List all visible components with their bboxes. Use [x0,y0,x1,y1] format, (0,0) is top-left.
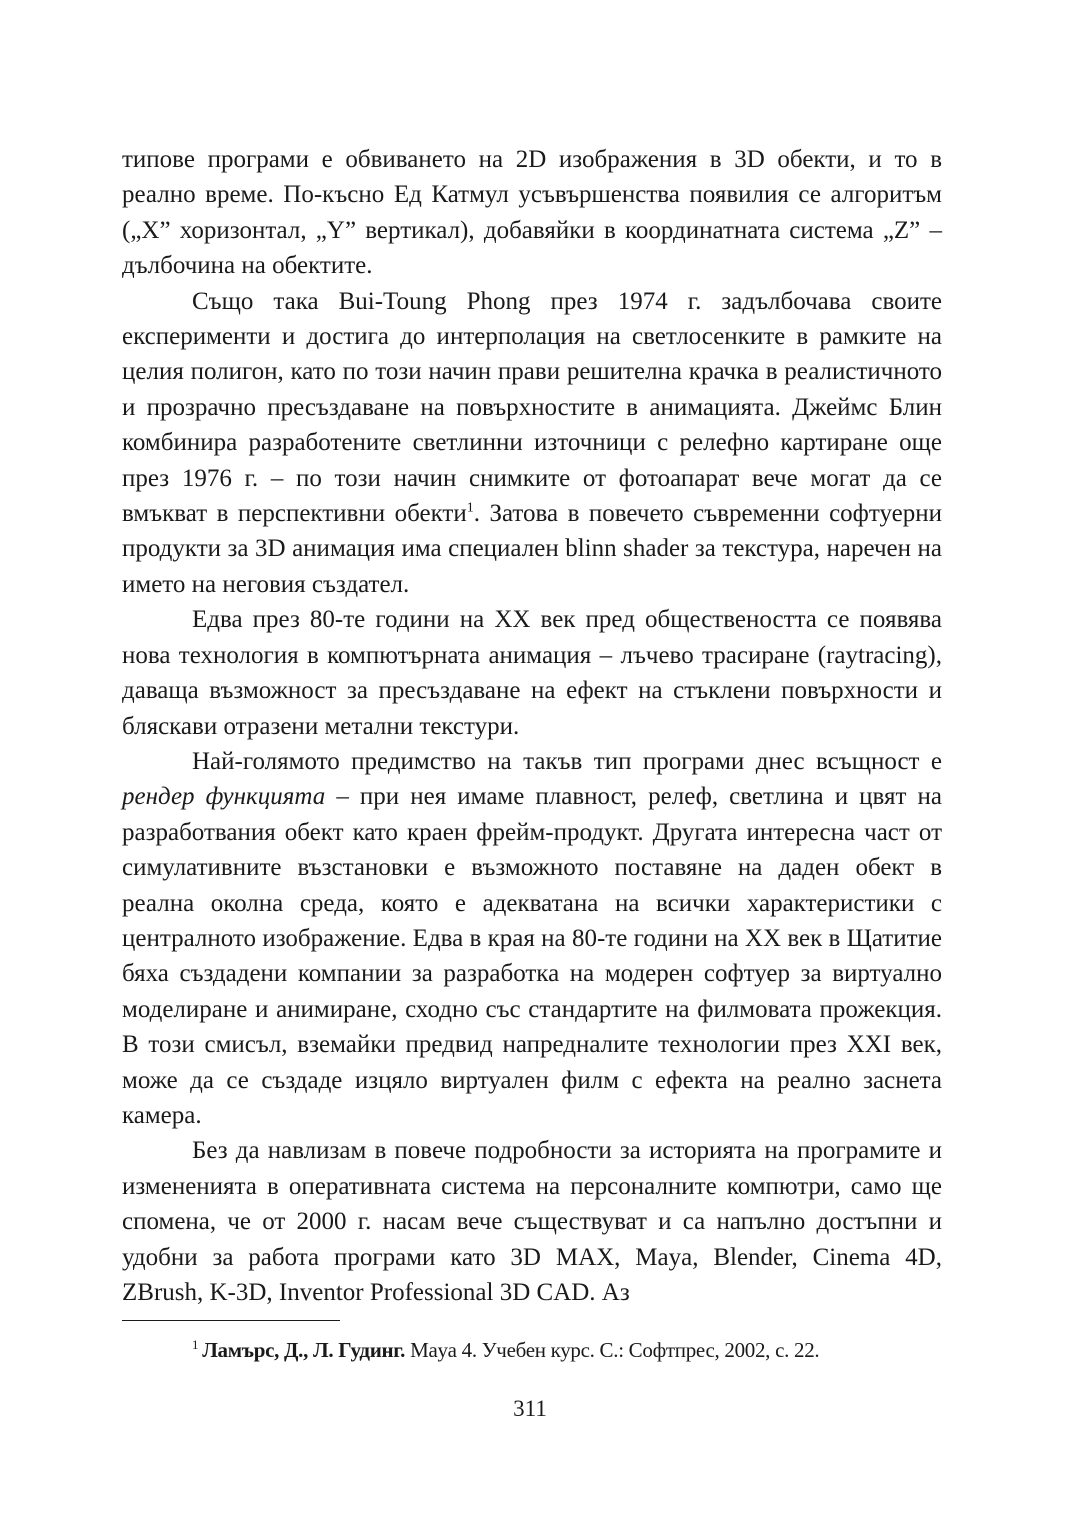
footnote-1 [192,1336,952,1364]
paragraph-4-text-a: Най-голямото предимство на такъв тип програми днес всъщност е [192,747,942,775]
paragraph-4-emphasis: рендер функцията [122,783,326,811]
paragraph-2-text-b: . Затова в повечето съвременни софтуерни продукти за 3D анимация има специален blinn shader за текстура, наречен на името на неговия създател. [122,500,942,598]
footnote-separator [122,1320,340,1321]
main-text [122,142,942,1310]
footnote-reference-1: 1 [466,500,474,516]
footnote-authors: Ламърс, Д., Л. Гудинг. [202,1338,406,1362]
footnote-marker: 1 [192,1337,199,1352]
paragraph-4 [122,744,942,1133]
footnote-citation: Maya 4. Учебен курс. С.: Софтпрес, 2002, с. 22. [405,1338,820,1362]
paragraph-2-text-a: Също така Bui-Toung Phong през 1974 г. задълбочава своите експерименти и достига до интерполация на светлосенките в рамките на целия полигон, като по този начин прави решителна крачка в реалистичното и прозрачно пресъздаване на повърхностите в анимацията. Джеймс Блин комбинира разработените светлинни източници с релефно картиране още през 1976 г. – по този начин снимките от фотоапарат вече могат да се вмъкват в перспективни обекти [122,287,942,528]
paragraph-4-text-b: – при нея имаме плавност, релеф, светлина и цвят на разработвания обект като краен фрейм-продукт. Другата интересна част от симулативните възстановки е възможното поставяне на даден обект в реална околна среда, която е адекватана на всички характеристики с централното изображение. Едва в края на 80-те години на XX век в Щатитие бяха създадени компании за разработка на модерен софтуер за виртуално моделиране и анимиране, сходно със стандартите на филмовата прожекция. В този смисъл, вземайки предвид напредналите технологии през XXI век, може да се създаде изцяло виртуален филм с ефекта на реално заснета камера. [122,783,943,1129]
paragraph-1: типове програми е обвиването на 2D изображения в 3D обекти, и то в реално време. По-късно Ед Катмул усъвършенства появилия се алгоритъм („X” хоризонтал, „Y” вертикал), добавяйки в координатната система „Z” – дълбочина на обектите. [122,146,942,280]
page-number: 311 [513,1396,547,1421]
paragraph-2 [122,284,942,603]
paragraph-3: Едва през 80-те години на XX век пред обществеността се появява нова технология в компютърната анимация – лъчево трасиране (raytracing), даваща възможност за пресъздаване на ефект на стъклени повърхности и бляскави отразени метални текстури. [122,606,942,740]
paragraph-5: Без да навлизам в повече подробности за историята на програмите и измененията в оперативната система на персоналните компютри, само ще спомена, че от 2000 г. насам вече съществуват и са напълно достъпни и удобни за работа програми като 3D MAX, Maya, Blender, Cinema 4D, ZBrush, K-3D, Inventor Professional 3D CAD. Аз [122,1137,942,1306]
